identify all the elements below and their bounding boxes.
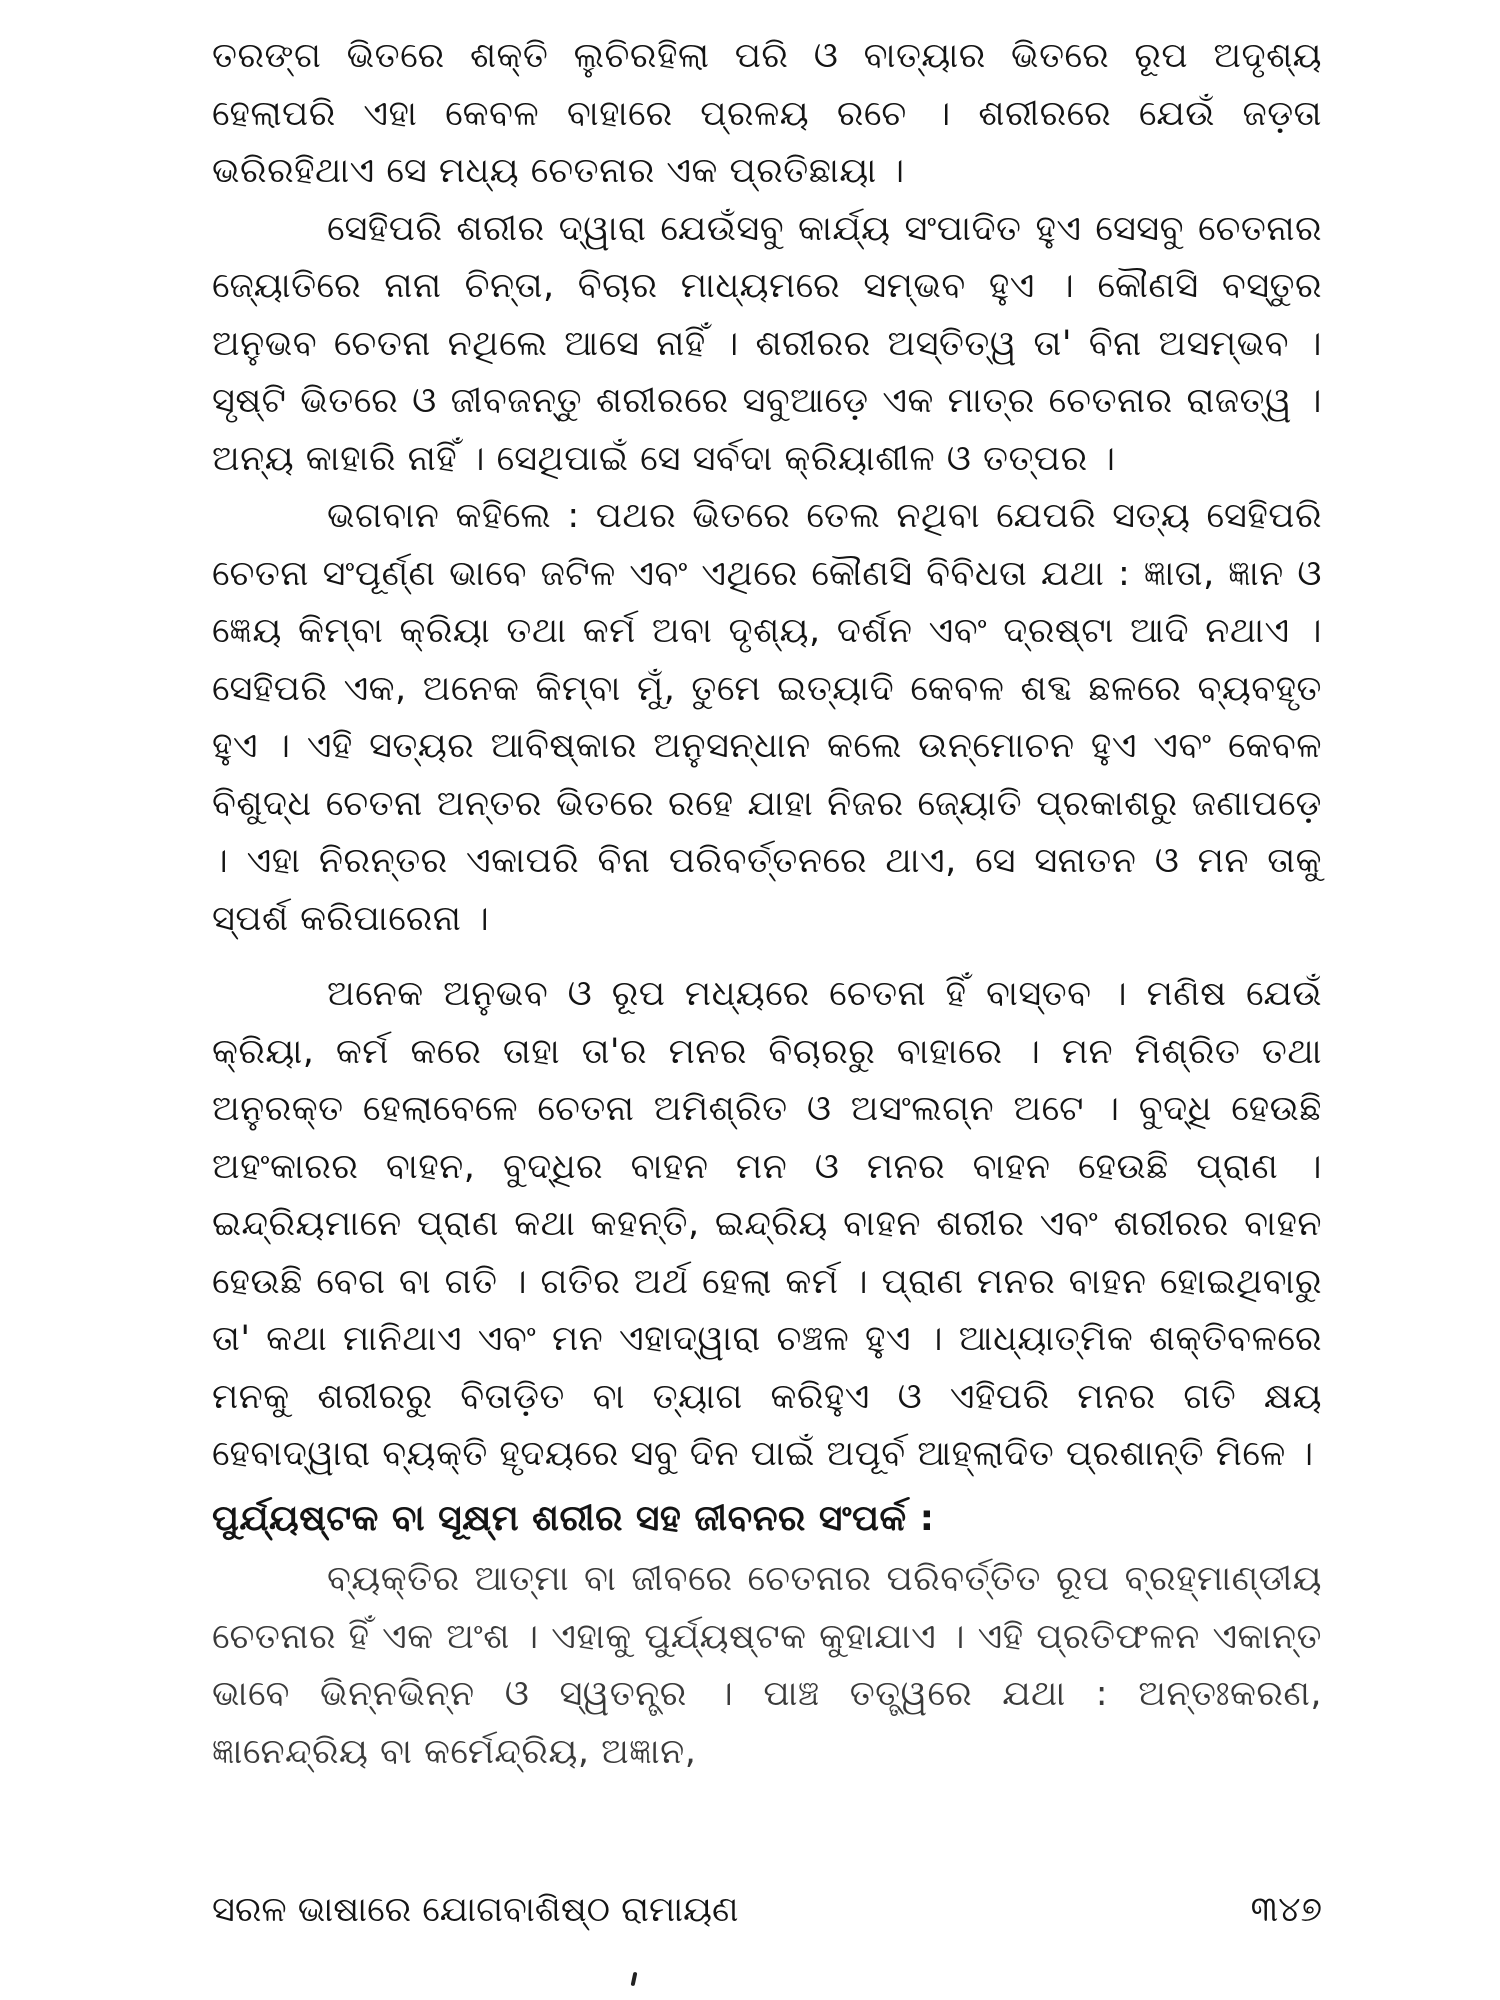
section-heading: ପୁର୍ଯ୍ୟଷ୍ଟକ ବା ସୂକ୍ଷ୍ମ ଶରୀର ସହ ଜୀବନର ସଂପର୍କ : xyxy=(212,1497,935,1539)
book-title: ସରଳ ଭାଷାରେ ଯୋଗବାଶିଷ୍ଠ ରାମାୟଣ xyxy=(212,1890,739,1930)
paragraph-2: ସେହିପରି ଶରୀର ଦ୍ୱାରା ଯେଉଁସବୁ କାର୍ଯ୍ୟ ସଂପାଦିତ ହୁଏ ସେସବୁ ଚେତନାର ଜ୍ୟୋତିରେ ନାନା ଚିନ୍ତା, ବିଚାର ମାଧ୍ୟମରେ ସମ୍ଭବ ହୁଏ । କୌଣସି ବସ୍ତୁର ଅନୁଭବ ଚେତନା ନଥିଲେ ଆସେ ନାହିଁ । ଶରୀରର ଅସ୍ତିତ୍ୱ ତା' ବିନା ଅସମ୍ଭବ । ସୃଷ୍ଟି ଭିତରେ ଓ ଜୀବଜନ୍ତୁ ଶରୀରରେ ସବୁଆଡ଼େ ଏକ ମାତ୍ର ଚେତନାର ରାଜତ୍ୱ । ଅନ୍ୟ କାହାରି ନାହିଁ । ସେଥିପାଇଁ ସେ ସର୍ବଦା କ୍ରିୟାଶୀଳ ଓ ତତ୍ପର । xyxy=(212,208,1322,479)
paragraph-1: ତରଙ୍ଗ ଭିତରେ ଶକ୍ତି ଲୁଚିରହିଲା ପରି ଓ ବାତ୍ୟାର ଭିତରେ ରୂପ ଅଦୃଶ୍ୟ ହେଲାପରି ଏହା କେବଳ ବାହାରେ ପ୍ରଳୟ ରଚେ । ଶରୀରରେ ଯେଉଁ ଜଡ଼ତା ଭରିରହିଥାଏ ସେ ମଧ୍ୟ ଚେତନାର ଏକ ପ୍ରତିଛାୟା । xyxy=(212,36,1322,191)
page-body xyxy=(212,28,1322,1781)
page-number: ୩୪୭ xyxy=(1250,1890,1322,1930)
paragraph-3: ଭଗବାନ କହିଲେ : ପଥର ଭିତରେ ତେଲ ନଥିବା ଯେପରି ସତ୍ୟ ସେହିପରି ଚେତନା ସଂପୂର୍ଣ୍ଣ ଭାବେ ଜଟିଳ ଏବଂ ଏଥିରେ କୌଣସି ବିବିଧତା ଯଥା : ଜ୍ଞାତା, ଜ୍ଞାନ ଓ ଜ୍ଞେୟ କିମ୍ବା କ୍ରିୟା ତଥା କର୍ମ ଅବା ଦୃଶ୍ୟ, ଦର୍ଶନ ଏବଂ ଦ୍ରଷ୍ଟା ଆଦି ନଥାଏ । ସେହିପରି ଏକ, ଅନେକ କିମ୍ବା ମୁଁ, ତୁମେ ଇତ୍ୟାଦି କେବଳ ଶବ୍ଦ ଛଳରେ ବ୍ୟବହୃତ ହୁଏ । ଏହି ସତ୍ୟର ଆବିଷ୍କାର ଅନୁସନ୍ଧାନ କଲେ ଉନ୍ମୋଚନ ହୁଏ ଏବଂ କେବଳ ବିଶୁଦ୍ଧ ଚେତନା ଅନ୍ତର ଭିତରେ ରହେ ଯାହା ନିଜର ଜ୍ୟୋତି ପ୍ରକାଶରୁ ଜଣାପଡ଼େ । ଏହା ନିରନ୍ତର ଏକାପରି ବିନା ପରିବର୍ତ୍ତନରେ ଥାଏ, ସେ ସନାତନ ଓ ମନ ତାକୁ ସ୍ପର୍ଶ କରିପାରେନା । xyxy=(212,496,1322,939)
section-paragraph: ବ୍ୟକ୍ତିର ଆତ୍ମା ବା ଜୀବରେ ଚେତନାର ପରିବର୍ତ୍ତିତ ରୂପ ବ୍ରହ୍ମାଣ୍ଡୀୟ ଚେତନାର ହିଁ ଏକ ଅଂଶ । ଏହାକୁ ପୁର୍ଯ୍ୟଷ୍ଟକ କୁହାଯାଏ । ଏହି ପ୍ରତିଫଳନ ଏକାନ୍ତ ଭାବେ ଭିନ୍ନଭିନ୍ନ ଓ ସ୍ୱତନ୍ତ୍ର । ପାଞ୍ଚ ତତ୍ତ୍ୱରେ ଯଥା : ଅନ୍ତଃକରଣ, ଜ୍ଞାନେନ୍ଦ୍ରିୟ ବା କର୍ମେନ୍ଦ୍ରିୟ, ଅଜ୍ଞାନ, xyxy=(212,1559,1322,1772)
scan-mark xyxy=(631,1972,638,1987)
page-footer xyxy=(212,1880,1322,1940)
paragraph-4: ଅନେକ ଅନୁଭବ ଓ ରୂପ ମଧ୍ୟରେ ଚେତନା ହିଁ ବାସ୍ତବ । ମଣିଷ ଯେଉଁ କ୍ରିୟା, କର୍ମ କରେ ତାହା ତା'ର ମନର ବିଚାରରୁ ବାହାରେ । ମନ ମିଶ୍ରିତ ତଥା ଅନୁରକ୍ତ ହେଲାବେଳେ ଚେତନା ଅମିଶ୍ରିତ ଓ ଅସଂଲଗ୍ନ ଅଟେ । ବୁଦ୍ଧି ହେଉଛି ଅହଂକାରର ବାହନ, ବୁଦ୍ଧିର ବାହନ ମନ ଓ ମନର ବାହନ ହେଉଛି ପ୍ରାଣ । ଇନ୍ଦ୍ରିୟମାନେ ପ୍ରାଣ କଥା କହନ୍ତି, ଇନ୍ଦ୍ରିୟ ବାହନ ଶରୀର ଏବଂ ଶରୀରର ବାହନ ହେଉଛି ବେଗ ବା ଗତି । ଗତିର ଅର୍ଥ ହେଲା କର୍ମ । ପ୍ରାଣ ମନର ବାହନ ହୋଇଥିବାରୁ ତା' କଥା ମାନିଥାଏ ଏବଂ ମନ ଏହାଦ୍ୱାରା ଚଞ୍ଚଳ ହୁଏ । ଆଧ୍ୟାତ୍ମିକ ଶକ୍ତିବଳରେ ମନକୁ ଶରୀରରୁ ବିତାଡ଼ିତ ବା ତ୍ୟାଗ କରିହୁଏ ଓ ଏହିପରି ମନର ଗତି କ୍ଷୟ ହେବାଦ୍ୱାରା ବ୍ୟକ୍ତି ହୃଦୟରେ ସବୁ ଦିନ ପାଇଁ ଅପୂର୍ବ ଆହ୍ଲାଦିତ ପ୍ରଶାନ୍ତି ମିଳେ । xyxy=(212,974,1322,1474)
